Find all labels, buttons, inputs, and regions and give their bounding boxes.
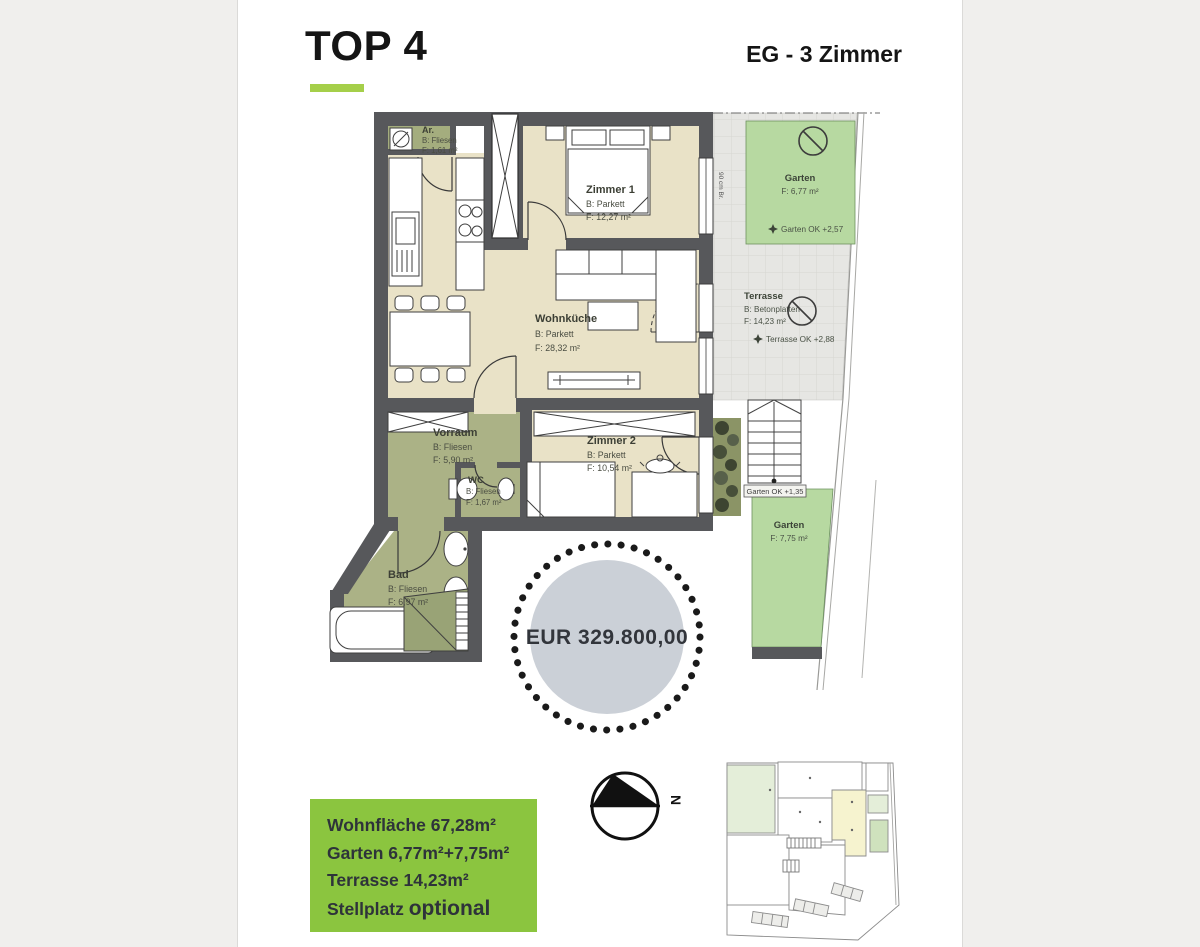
svg-text:Wohnküche: Wohnküche [535, 313, 598, 325]
svg-text:Zimmer 1: Zimmer 1 [586, 184, 635, 196]
svg-text:B: Parkett: B: Parkett [535, 329, 574, 339]
floor-room-subtitle: EG - 3 Zimmer [746, 41, 902, 67]
svg-text:Terrasse OK +2,88: Terrasse OK +2,88 [766, 335, 835, 344]
svg-text:B: Betonplatten: B: Betonplatten [744, 305, 800, 314]
stellplatz-label: Stellplatz [327, 898, 409, 919]
page-title: TOP 4 [305, 22, 428, 69]
room-label-vorraum [433, 427, 478, 465]
svg-text:Ar.: Ar. [422, 125, 435, 135]
svg-text:B: Fliesen: B: Fliesen [422, 136, 457, 145]
site-plan-minimap [727, 762, 899, 940]
planting-strip [713, 418, 741, 516]
svg-text:B: Fliesen: B: Fliesen [388, 584, 428, 594]
svg-text:F: 6,77 m²: F: 6,77 m² [781, 187, 819, 196]
summary-terrasse: Terrasse 14,23m² [327, 870, 469, 890]
summary-wohnflaeche: Wohnfläche 67,28m² [327, 815, 496, 835]
svg-text:F: 10,54 m²: F: 10,54 m² [587, 463, 632, 473]
svg-text:B: Parkett: B: Parkett [586, 199, 625, 209]
svg-text:F: 1,61 m²: F: 1,61 m² [422, 146, 458, 155]
svg-text:B: Fliesen: B: Fliesen [433, 442, 473, 452]
svg-text:F: 28,32 m²: F: 28,32 m² [535, 343, 580, 353]
svg-text:Terrasse: Terrasse [744, 291, 783, 302]
svg-text:Vorraum: Vorraum [433, 427, 478, 439]
zimmer2-wardrobe [534, 412, 695, 436]
garden-stairs [744, 400, 806, 497]
north-label: N [668, 794, 684, 806]
svg-text:F: 7,75 m²: F: 7,75 m² [770, 534, 808, 543]
light-shaft [492, 114, 518, 238]
area-summary-box [310, 799, 537, 932]
svg-text:F: 12,27 m²: F: 12,27 m² [586, 212, 631, 222]
zimmer1-window [699, 158, 713, 234]
stairs-level-label: Garten OK +1,35 [746, 487, 804, 496]
svg-text:F: 5,90 m²: F: 5,90 m² [433, 455, 474, 465]
stellplatz-value: optional [408, 896, 491, 920]
stove-icon [456, 200, 484, 242]
svg-text:B: Parkett: B: Parkett [587, 450, 626, 460]
svg-text:Garten: Garten [773, 520, 805, 531]
garden-bottom-area [752, 489, 833, 659]
boiler-icon [390, 128, 412, 150]
north-arrow-icon [590, 773, 684, 839]
terrace-window [699, 338, 713, 394]
summary-garten: Garten 6,77m²+7,75m² [327, 842, 510, 863]
svg-text:Garten OK +2,57: Garten OK +2,57 [781, 225, 844, 234]
svg-text:Bad: Bad [388, 569, 409, 581]
svg-text:B: Fliesen: B: Fliesen [466, 487, 501, 496]
price-badge [514, 544, 700, 730]
svg-text:F: 1,67 m²: F: 1,67 m² [466, 498, 502, 507]
sideboard [548, 372, 640, 389]
price-label: EUR 329.800,00 [525, 626, 689, 649]
summary-stellplatz [327, 895, 529, 924]
svg-text:WC: WC [468, 475, 484, 486]
parapet-note: 90 cm Br. [717, 172, 724, 200]
svg-text:Garten: Garten [784, 173, 816, 184]
garden-retaining-wall [752, 647, 822, 659]
svg-text:F: 14,23 m²: F: 14,23 m² [744, 317, 786, 326]
dining-set [390, 296, 470, 382]
svg-text:Zimmer 2: Zimmer 2 [587, 435, 636, 447]
svg-text:F: 6,97 m²: F: 6,97 m² [388, 597, 429, 607]
